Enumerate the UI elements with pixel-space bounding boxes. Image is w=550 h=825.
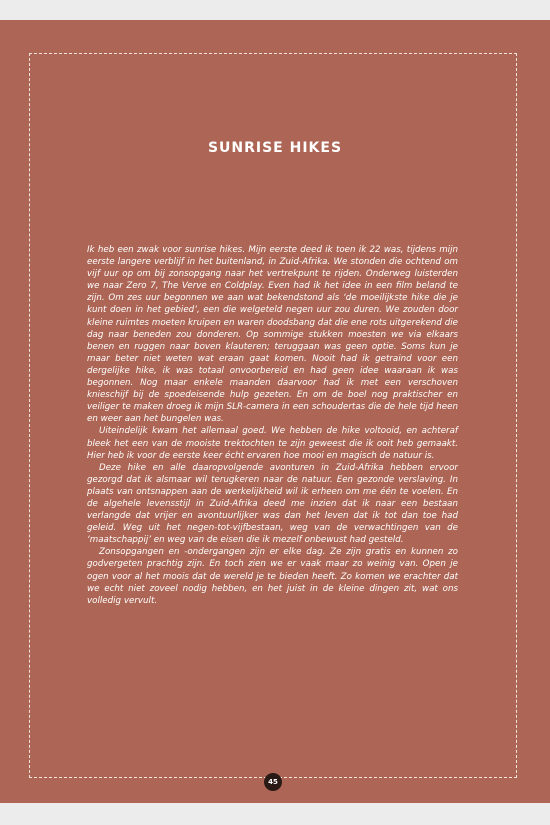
paragraph: Zonsopgangen en -ondergangen zijn er elke dag. Ze zijn gratis en kunnen zo godvergeten prachtig zijn. En toch zien we er vaak maar zo weinig van. Open je ogen voor al het moois dat de wereld je te bieden heeft. Zo komen we erachter dat we echt niet zoveel nodig hebben, en het juist in de kleine dingen zit, wat ons volledig vervult. <box>87 547 458 606</box>
page-number-badge: 45 <box>264 773 282 791</box>
paragraph: Deze hike en alle daaropvolgende avonturen in Zuid-Afrika hebben ervoor gezorgd dat ik alsmaar wil terugkeren naar de natuur. Een gezonde verslaving. In plaats van ontsnappen aan de werkelijkheid wil ik erheen om me één te voelen. En de algehele levensstijl in Zuid-Afrika deed me inzien dat ik naar een bestaan verlangde dat vrijer en avontuurlijker was dan het leven dat ik tot dan toe had geleid. Weg uit het negen-tot-vijfbestaan, weg van de verwachtingen van de ‘maatschappij’ en weg van de eisen die ik mezelf onbewust had gesteld. <box>87 462 458 546</box>
page-title: SUNRISE HIKES <box>207 140 343 156</box>
body-text <box>87 244 458 607</box>
paragraph: Uiteindelijk kwam het allemaal goed. We hebben de hike voltooid, en achteraf bleek het een van de mooiste trektochten te zijn geweest die ik ooit heb gemaakt. Hier heb ik voor de eerste keer écht ervaren hoe mooi en magisch de natuur is. <box>87 426 458 461</box>
book-page <box>0 20 550 803</box>
paragraph: Ik heb een zwak voor sunrise hikes. Mijn eerste deed ik toen ik 22 was, tijdens mijn eerste langere verblijf in het buitenland, in Zuid-Afrika. We stonden die ochtend om vijf uur op om bij zonsopgang naar het vertrekpunt te rijden. Onderweg luisterden we naar Zero 7, The Verve en Coldplay. Even had ik het idee in een film beland te zijn. Om zes uur begonnen we aan wat bekendstond als ‘de moeilijkste hike die je kunt doen in het gebied’, een die welgeteld negen uur zou duren. We zouden door kleine ruimtes moeten kruipen en waren doodsbang dat die ene rots uitgerekend die dag naar beneden zou donderen. Op sommige stukken moesten we via elkaars benen en ruggen naar boven klauteren; teruggaan was geen optie. Soms kun je maar beter niet weten wat eraan gaat komen. Nooit had ik getraind voor een dergelijke hike, ik was totaal onvoorbereid en had geen idee waaraan ik was begonnen. Nog maar enkele maanden daarvoor had ik met een verschoven knieschijf bij de spoedeisende hulp gezeten. En om de boel nog praktischer en veiliger te maken droeg ik mijn SLR-camera in een schoudertas die de hele tijd heen en weer aan het bungelen was. <box>87 245 458 425</box>
